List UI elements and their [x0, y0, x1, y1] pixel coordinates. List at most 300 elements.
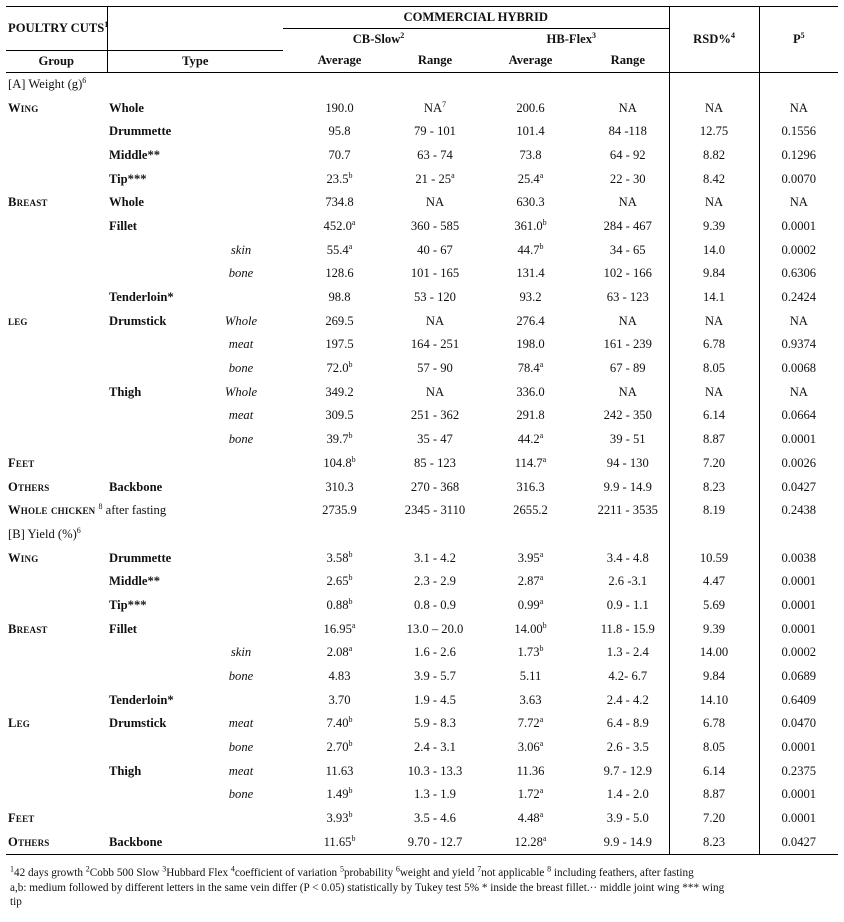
rsd-value: NA — [704, 100, 724, 115]
row-group: leg — [8, 313, 28, 328]
hb-average — [474, 286, 587, 310]
cb-average — [283, 262, 396, 286]
hb-average — [474, 807, 587, 831]
table-row — [6, 759, 838, 783]
table-row — [6, 594, 838, 618]
table-row — [6, 120, 838, 144]
cb-average-value: 39.7 — [326, 432, 349, 447]
footnote-text: probability — [343, 867, 396, 879]
p-value — [759, 831, 838, 855]
row-group: Feet — [8, 455, 35, 470]
row-group — [6, 665, 107, 689]
p-value — [759, 333, 838, 357]
table-row — [6, 404, 838, 428]
cb-range — [396, 594, 474, 618]
hb-range — [587, 452, 669, 476]
p-value-value: 0.1556 — [781, 124, 817, 139]
hb-average-letter: b — [542, 217, 547, 227]
cb-average — [283, 736, 396, 760]
hb-range-value: 2.4 - 4.2 — [606, 692, 649, 707]
cb-range-value: 79 - 101 — [414, 124, 456, 139]
hb-average-value: 630.3 — [516, 195, 545, 210]
footnote-line-1 — [10, 866, 834, 881]
hb-range — [587, 120, 669, 144]
cb-range — [396, 96, 474, 120]
rsd-value: 8.42 — [703, 171, 726, 186]
table-row — [6, 807, 838, 831]
cb-range — [396, 262, 474, 286]
cb-range-value: 9.70 - 12.7 — [407, 834, 463, 849]
table-row — [6, 262, 838, 286]
hb-range — [587, 215, 669, 239]
hb-range-value: 242 - 350 — [603, 408, 652, 423]
row-group — [6, 759, 107, 783]
table-row — [6, 783, 838, 807]
row-type: Drummette — [109, 550, 172, 565]
hb-average-value: 44.2 — [517, 432, 540, 447]
p-value-value: 0.0070 — [781, 171, 817, 186]
row-subtype: meat — [228, 408, 254, 423]
cb-average-letter: b — [348, 573, 353, 583]
row-type — [107, 404, 199, 428]
cb-range-value: 1.9 - 4.5 — [414, 692, 456, 707]
hb-range-value: 2211 - 3535 — [597, 503, 658, 518]
rsd — [669, 712, 759, 736]
rsd — [669, 215, 759, 239]
header-group: Group — [6, 50, 107, 72]
row-type: Drumstick — [109, 716, 167, 731]
hb-range — [587, 380, 669, 404]
p-value-value: 0.0001 — [781, 574, 817, 589]
hb-average-value: 276.4 — [516, 313, 545, 328]
hb-range — [587, 641, 669, 665]
p-value-value: 0.2438 — [781, 503, 817, 518]
table-row — [6, 665, 838, 689]
row-type — [107, 452, 199, 476]
cb-average-value: 734.8 — [325, 195, 354, 210]
rsd — [669, 309, 759, 333]
row-subtype: Whole — [224, 384, 258, 399]
hb-average-value: 316.3 — [516, 479, 545, 494]
hb-average-letter: a — [539, 715, 544, 725]
cb-average-value: 55.4 — [326, 242, 349, 257]
table-row — [6, 641, 838, 665]
hb-range-value: 1.3 - 2.4 — [606, 645, 649, 660]
cb-average — [283, 617, 396, 641]
table-row — [6, 96, 838, 120]
header-range-cb: Range — [396, 50, 474, 72]
row-subtype — [199, 688, 283, 712]
cb-average — [283, 238, 396, 262]
row-type: Whole — [109, 195, 144, 210]
hb-range-value: 11.8 - 15.9 — [600, 621, 655, 636]
section-yield-label: [B] Yield (%)$^6$ — [8, 525, 81, 541]
rsd — [669, 120, 759, 144]
cb-range-value: NA — [423, 100, 443, 115]
p-value — [759, 665, 838, 689]
cb-range — [396, 688, 474, 712]
cb-average — [283, 570, 396, 594]
cb-average-value: 309.5 — [325, 408, 354, 423]
hb-average — [474, 333, 587, 357]
p-value — [759, 215, 838, 239]
cb-average-letter: b — [348, 786, 353, 796]
hb-average — [474, 380, 587, 404]
row-group: Wing — [8, 100, 39, 115]
cb-average — [283, 759, 396, 783]
row-group — [6, 144, 107, 168]
hb-range-value: 64 - 92 — [609, 147, 646, 162]
row-subtype: bone — [228, 740, 254, 755]
p-value-value: 0.0026 — [781, 455, 817, 470]
table-row — [6, 736, 838, 760]
table-row — [6, 309, 838, 333]
cb-average-value: 452.0 — [323, 218, 352, 233]
hb-average-value: 0.99 — [517, 597, 540, 612]
cb-average-value: 128.6 — [325, 266, 354, 281]
hb-average-letter: a — [542, 454, 547, 464]
rsd-value: 9.39 — [703, 218, 726, 233]
hb-range — [587, 96, 669, 120]
row-subtype: bone — [228, 432, 254, 447]
header-type: Type — [107, 50, 283, 72]
hb-average — [474, 594, 587, 618]
table-row — [6, 428, 838, 452]
hb-average — [474, 759, 587, 783]
rsd-value: 8.87 — [703, 432, 726, 447]
p-value-value: 0.0664 — [781, 408, 817, 423]
p-value-value: 0.0038 — [781, 550, 817, 565]
row-type — [107, 783, 199, 807]
cb-average-value: 70.7 — [328, 147, 351, 162]
cb-average-letter: b — [348, 738, 353, 748]
cb-average-value: 2.65 — [326, 574, 349, 589]
cb-average — [283, 309, 396, 333]
hb-range — [587, 617, 669, 641]
rsd-value: NA — [704, 384, 724, 399]
header-poultry-cuts: POULTRY CUTS$^1$ — [6, 7, 107, 51]
row-group: Feet — [8, 811, 35, 826]
cb-range-value: 101 - 165 — [410, 266, 460, 281]
rsd — [669, 167, 759, 191]
rsd — [669, 238, 759, 262]
p-value — [759, 380, 838, 404]
row-subtype — [199, 807, 283, 831]
row-type: Backbone — [109, 479, 163, 494]
p-value-value: 0.0002 — [781, 242, 817, 257]
cb-range — [396, 736, 474, 760]
p-value-value: 0.6409 — [781, 692, 817, 707]
hb-range-value: 3.9 - 5.0 — [606, 811, 649, 826]
cb-range — [396, 286, 474, 310]
rsd-value: 8.82 — [703, 147, 726, 162]
p-value — [759, 167, 838, 191]
row-group: Breast — [8, 621, 48, 636]
hb-average-value: 114.7 — [514, 455, 543, 470]
header-average-cb: Average — [283, 50, 396, 72]
hb-range — [587, 357, 669, 381]
cb-average — [283, 665, 396, 689]
cb-average — [283, 380, 396, 404]
hb-average-value: 3.95 — [517, 550, 540, 565]
rsd — [669, 191, 759, 215]
hb-average-value: 1.73 — [517, 645, 540, 660]
cb-average-value: 16.95 — [323, 621, 352, 636]
cb-range — [396, 309, 474, 333]
hb-average — [474, 120, 587, 144]
hb-average — [474, 712, 587, 736]
table-row — [6, 570, 838, 594]
hb-range-value: 0.9 - 1.1 — [606, 597, 649, 612]
hb-average — [474, 404, 587, 428]
row-group — [6, 594, 107, 618]
hb-range — [587, 191, 669, 215]
row-type — [107, 357, 199, 381]
p-value — [759, 357, 838, 381]
rsd-value: 4.47 — [703, 574, 726, 589]
row-group — [6, 570, 107, 594]
rsd-value: 6.78 — [703, 716, 726, 731]
rsd — [669, 831, 759, 855]
header-hb-flex: HB-Flex$^3$ — [546, 30, 596, 46]
cb-range-letter: a — [451, 170, 455, 180]
p-value-value: 0.6306 — [781, 266, 817, 281]
cb-average-value: 1.49 — [326, 787, 349, 802]
hb-average-letter: a — [539, 596, 544, 606]
p-value — [759, 475, 838, 499]
hb-average-value: 291.8 — [516, 408, 545, 423]
cb-average-value: 0.88 — [326, 597, 349, 612]
row-type — [107, 262, 199, 286]
header-rsd: RSD%$^4$ — [669, 29, 759, 51]
p-value-value: 0.0470 — [781, 716, 817, 731]
cb-range-value: 0.8 - 0.9 — [414, 597, 456, 612]
hb-range — [587, 570, 669, 594]
hb-range — [587, 404, 669, 428]
cb-range-value: 2.4 - 3.1 — [414, 740, 456, 755]
cb-range-value: NA — [425, 195, 445, 210]
row-group — [6, 333, 107, 357]
row-subtype: Whole — [224, 313, 258, 328]
rsd — [669, 499, 759, 523]
p-value-value: 0.1296 — [781, 147, 817, 162]
hb-range — [587, 807, 669, 831]
footnote-text: including feathers, after fasting — [551, 867, 694, 879]
cb-range-value: 53 - 120 — [414, 290, 456, 305]
cb-average — [283, 191, 396, 215]
rsd — [669, 594, 759, 618]
p-value — [759, 807, 838, 831]
cb-average-value: 349.2 — [325, 384, 354, 399]
cb-range-value: NA — [425, 313, 445, 328]
cb-average-letter: b — [351, 454, 356, 464]
cb-range — [396, 452, 474, 476]
hb-average-value: 78.4 — [517, 361, 540, 376]
hb-range-value: 9.7 - 12.9 — [603, 763, 652, 778]
row-subtype — [199, 191, 283, 215]
row-type — [107, 428, 199, 452]
row-subtype — [199, 167, 283, 191]
header-range-hb: Range — [587, 50, 669, 72]
hb-average-value: 2655.2 — [513, 503, 548, 518]
section-yield — [6, 523, 838, 547]
p-value-value: 0.2375 — [781, 763, 817, 778]
cb-average — [283, 167, 396, 191]
hb-average — [474, 475, 587, 499]
rsd-value: 14.00 — [699, 645, 729, 660]
hb-range-value: 102 - 166 — [603, 266, 652, 281]
hb-range-value: 67 - 89 — [609, 361, 646, 376]
p-value-value: 0.0068 — [781, 361, 817, 376]
p-value — [759, 712, 838, 736]
hb-average-value: 7.72 — [517, 716, 540, 731]
row-subtype: bone — [228, 669, 254, 684]
row-subtype — [199, 215, 283, 239]
cb-average-value: 269.5 — [325, 313, 354, 328]
rsd-value: 8.19 — [703, 503, 726, 518]
rsd-value: 12.75 — [699, 124, 729, 139]
hb-average-value: 5.11 — [519, 669, 542, 684]
cb-range — [396, 712, 474, 736]
hb-range-value: 34 - 65 — [609, 242, 646, 257]
cb-average — [283, 594, 396, 618]
table-row — [6, 144, 838, 168]
cb-average — [283, 215, 396, 239]
table-row — [6, 688, 838, 712]
hb-average — [474, 617, 587, 641]
p-value — [759, 546, 838, 570]
p-value — [759, 144, 838, 168]
section-weight-label: [A] Weight $(g)^6$ — [8, 75, 87, 91]
row-subtype: skin — [230, 242, 252, 257]
row-type: Backbone — [107, 831, 199, 855]
poultry-cuts-table — [6, 6, 838, 855]
cb-range — [396, 783, 474, 807]
hb-average — [474, 641, 587, 665]
cb-average-letter: b — [348, 596, 353, 606]
hb-average-letter: b — [542, 620, 547, 630]
hb-average — [474, 238, 587, 262]
rsd-value: 10.59 — [699, 550, 729, 565]
cb-average — [283, 333, 396, 357]
row-group — [6, 262, 107, 286]
cb-range-value: 2345 - 3110 — [404, 503, 466, 518]
cb-average-value: 3.70 — [328, 692, 351, 707]
cb-average-letter: b — [348, 170, 353, 180]
hb-range-value: 84 -118 — [608, 124, 647, 139]
p-value-value: NA — [789, 100, 808, 115]
row-type: Thigh — [109, 384, 142, 399]
cb-range — [396, 759, 474, 783]
p-value — [759, 594, 838, 618]
footnote-marker: 3 — [162, 864, 167, 874]
row-type: Thigh — [109, 763, 142, 778]
header-commercial-hybrid: COMMERCIAL HYBRID — [283, 7, 669, 29]
cb-range-value: 85 - 123 — [414, 455, 456, 470]
cb-range — [396, 167, 474, 191]
cb-range-value: 3.9 - 5.7 — [414, 669, 456, 684]
hb-average-value: 1.72 — [517, 787, 540, 802]
cb-average — [283, 783, 396, 807]
row-subtype: bone — [228, 266, 254, 281]
cb-range-value: 2.3 - 2.9 — [414, 574, 456, 589]
hb-average-value: 200.6 — [516, 100, 545, 115]
rsd — [669, 262, 759, 286]
hb-range-value: 2.6 - 3.5 — [606, 740, 649, 755]
rsd-value: 8.23 — [703, 479, 726, 494]
hb-average — [474, 191, 587, 215]
p-value — [759, 309, 838, 333]
p-value — [759, 688, 838, 712]
cb-average — [283, 807, 396, 831]
cb-average-letter: b — [348, 359, 353, 369]
cb-average — [283, 546, 396, 570]
hb-average-letter: a — [539, 573, 544, 583]
hb-average-value: 12.28 — [514, 834, 543, 849]
hb-average-value: 131.4 — [516, 266, 545, 281]
footnote-marker: 8 — [547, 864, 552, 874]
cb-average-letter: b — [348, 549, 353, 559]
hb-range — [587, 831, 669, 855]
p-value — [759, 262, 838, 286]
hb-range-value: 161 - 239 — [603, 337, 652, 352]
rsd-value: 14.0 — [703, 242, 726, 257]
cb-average — [283, 831, 396, 855]
cb-range — [396, 570, 474, 594]
hb-average-value: 3.06 — [517, 740, 540, 755]
row-subtype — [199, 570, 283, 594]
table-row — [6, 380, 838, 404]
header-cb-slow: CB-Slow$^2$ — [352, 30, 405, 46]
hb-average-value: 25.4 — [517, 171, 540, 186]
hb-average-letter: a — [539, 786, 544, 796]
row-type: Tip*** — [109, 597, 147, 612]
cb-average — [283, 96, 396, 120]
cb-average — [283, 641, 396, 665]
cb-average — [283, 120, 396, 144]
cb-average-value: 2735.9 — [322, 503, 357, 518]
footnote-marker: 4 — [230, 864, 235, 874]
cb-average-value: 11.65 — [323, 834, 352, 849]
cb-range-value: 3.1 - 4.2 — [414, 550, 456, 565]
hb-average — [474, 783, 587, 807]
cb-range — [396, 807, 474, 831]
rsd — [669, 688, 759, 712]
row-subtype: bone — [228, 787, 254, 802]
hb-average — [474, 736, 587, 760]
cb-range-value: 1.6 - 2.6 — [414, 645, 456, 660]
row-group — [6, 380, 107, 404]
p-value-value: 0.0001 — [781, 740, 817, 755]
hb-average-letter: a — [539, 170, 544, 180]
rsd — [669, 286, 759, 310]
cb-range — [396, 546, 474, 570]
rsd-value: 8.23 — [703, 834, 726, 849]
hb-range — [587, 167, 669, 191]
row-type — [107, 665, 199, 689]
hb-range — [587, 309, 669, 333]
row-subtype — [199, 617, 283, 641]
hb-average-letter: a — [539, 738, 544, 748]
table-row — [6, 475, 838, 499]
cb-range-value: 40 - 67 — [417, 242, 453, 257]
footnote-text: Cobb 500 Slow — [89, 867, 163, 879]
section-weight — [6, 72, 838, 96]
cb-range-value: 13.0 – 20.0 — [406, 621, 464, 636]
hb-average-value: 73.8 — [519, 147, 542, 162]
rsd — [669, 617, 759, 641]
table-row — [6, 215, 838, 239]
